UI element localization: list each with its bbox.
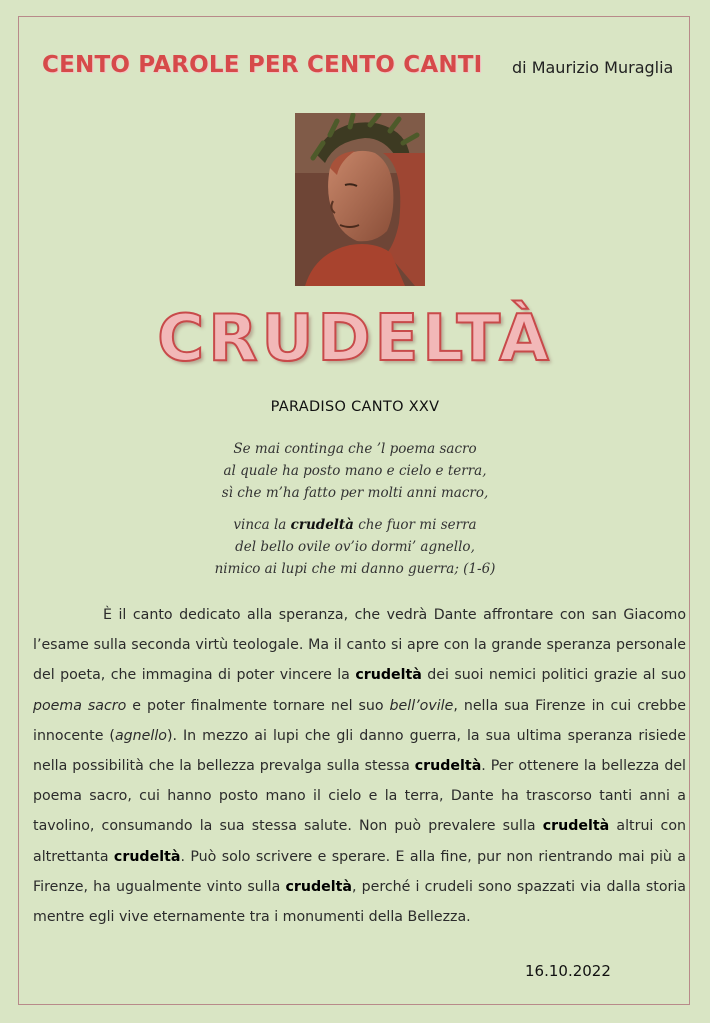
verse-quote [0, 438, 710, 590]
highlighted-word: crudeltà [355, 667, 422, 684]
tercet-2 [0, 514, 710, 580]
highlighted-word: crudeltà [113, 848, 181, 865]
verse-line: sì che m’ha fatto per molti anni macro, [221, 485, 489, 501]
highlighted-word: crudeltà [414, 758, 482, 775]
canto-heading: PARADISO CANTO XXV [270, 399, 440, 415]
portrait-illustration [295, 113, 425, 286]
author-credit: di Maurizio Muraglia [512, 58, 674, 77]
verse-line: nimico ai lupi che mi danno guerra; (1-6) [214, 561, 496, 577]
highlighted-word: crudeltà [542, 818, 610, 835]
verse-line: del bello ovile ov’io dormi’ agnello, [235, 539, 475, 555]
verse-line: al quale ha posto mano e cielo e terra, [223, 463, 487, 479]
page-title: CRUDELTÀ [157, 302, 553, 376]
tercet-1 [0, 438, 710, 504]
highlighted-word: crudeltà [290, 517, 354, 533]
verse-line: Se mai continga che ’l poema sacro [233, 441, 477, 457]
date-stamp: 16.10.2022 [525, 962, 611, 980]
dante-portrait-icon [295, 113, 425, 286]
highlighted-word: crudeltà [285, 878, 352, 895]
series-title: CENTO PAROLE PER CENTO CANTI [42, 52, 483, 78]
commentary-paragraph: È il canto dedicato alla speranza, che vedrà Dante affrontare con san Giacomo l’esame sulla seconda virtù teologale. Ma il canto si apre con la grande speranza personale del poeta, che immagina di poter vincere la crudeltà dei suoi nemici politici grazie al suo poema sacro e poter finalmente tornare nel suo bell’ovile, nella sua Firenze in cui crebbe innocente (agnello). In mezzo ai lupi che gli danno guerra, la sua ultima speranza risiede nella possibilità che la bellezza prevalga sulla stessa crudeltà. Per ottenere la bellezza del poema sacro, cui hanno posto mano il cielo e la terra, Dante ha trascorso tanti anni a tavolino, consumando la sua stessa salute. Non può prevalere sulla crudeltà altrui con altrettanta crudeltà. Può solo scrivere e sperare. E alla fine, pur non rientrando mai più a Firenze, ha ugualmente vinto sulla crudeltà, perché i crudeli sono spazzati via dalla storia mentre egli vive eternamente tra i monumenti della Bellezza. [33, 607, 687, 926]
verse-line: vinca la crudeltà che fuor mi serra [233, 517, 477, 533]
